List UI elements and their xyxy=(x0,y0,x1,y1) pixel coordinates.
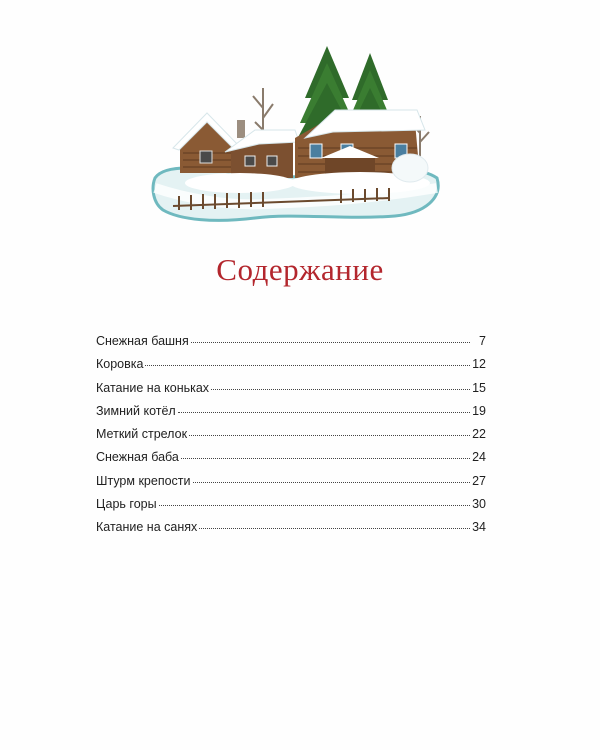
toc-entry-page: 12 xyxy=(472,357,486,372)
dot-leader xyxy=(159,495,470,506)
toc-entry-page: 15 xyxy=(472,380,486,395)
toc-entry-title: Штурм крепости xyxy=(96,473,191,488)
toc-entry[interactable] xyxy=(96,404,486,427)
toc-entry[interactable] xyxy=(96,474,486,497)
toc-entry-title: Меткий стрелок xyxy=(96,427,188,442)
toc-entry-title: Зимний котёл xyxy=(96,403,176,418)
dot-leader xyxy=(189,425,470,436)
toc-entry[interactable] xyxy=(96,427,486,450)
toc-entry-title: Снежная башня xyxy=(96,334,189,348)
toc-entry[interactable] xyxy=(96,334,486,357)
toc-entry[interactable] xyxy=(96,497,486,520)
toc-entry-title: Снежная баба xyxy=(96,450,179,465)
toc-entry-page: 19 xyxy=(472,403,486,418)
toc-entry-page: 30 xyxy=(472,497,486,512)
dot-leader xyxy=(199,518,470,529)
toc-entry[interactable] xyxy=(96,520,486,543)
table-of-contents xyxy=(96,334,486,544)
toc-entry-title: Катание на санях xyxy=(96,520,198,535)
dot-leader xyxy=(211,379,470,390)
toc-entry-title: Царь горы xyxy=(96,497,157,512)
dot-leader xyxy=(191,332,470,343)
dot-leader xyxy=(178,402,470,413)
toc-entry[interactable] xyxy=(96,381,486,404)
dot-leader xyxy=(145,355,470,366)
toc-entry[interactable] xyxy=(96,357,486,380)
toc-entry-page: 7 xyxy=(479,334,486,348)
log-house-left xyxy=(173,113,241,173)
page-title: Содержание xyxy=(216,252,384,287)
winter-village-illustration xyxy=(145,38,445,228)
toc-entry-title: Катание на коньках xyxy=(96,380,210,395)
toc-entry-page: 22 xyxy=(472,427,486,442)
toc-entry[interactable] xyxy=(96,450,486,473)
toc-entry-page: 24 xyxy=(472,450,486,465)
dot-leader xyxy=(193,472,470,483)
toc-entry-page: 34 xyxy=(472,520,486,535)
toc-entry-page: 27 xyxy=(472,473,486,488)
toc-entry-title: Коровка xyxy=(96,357,144,372)
dot-leader xyxy=(181,448,470,459)
